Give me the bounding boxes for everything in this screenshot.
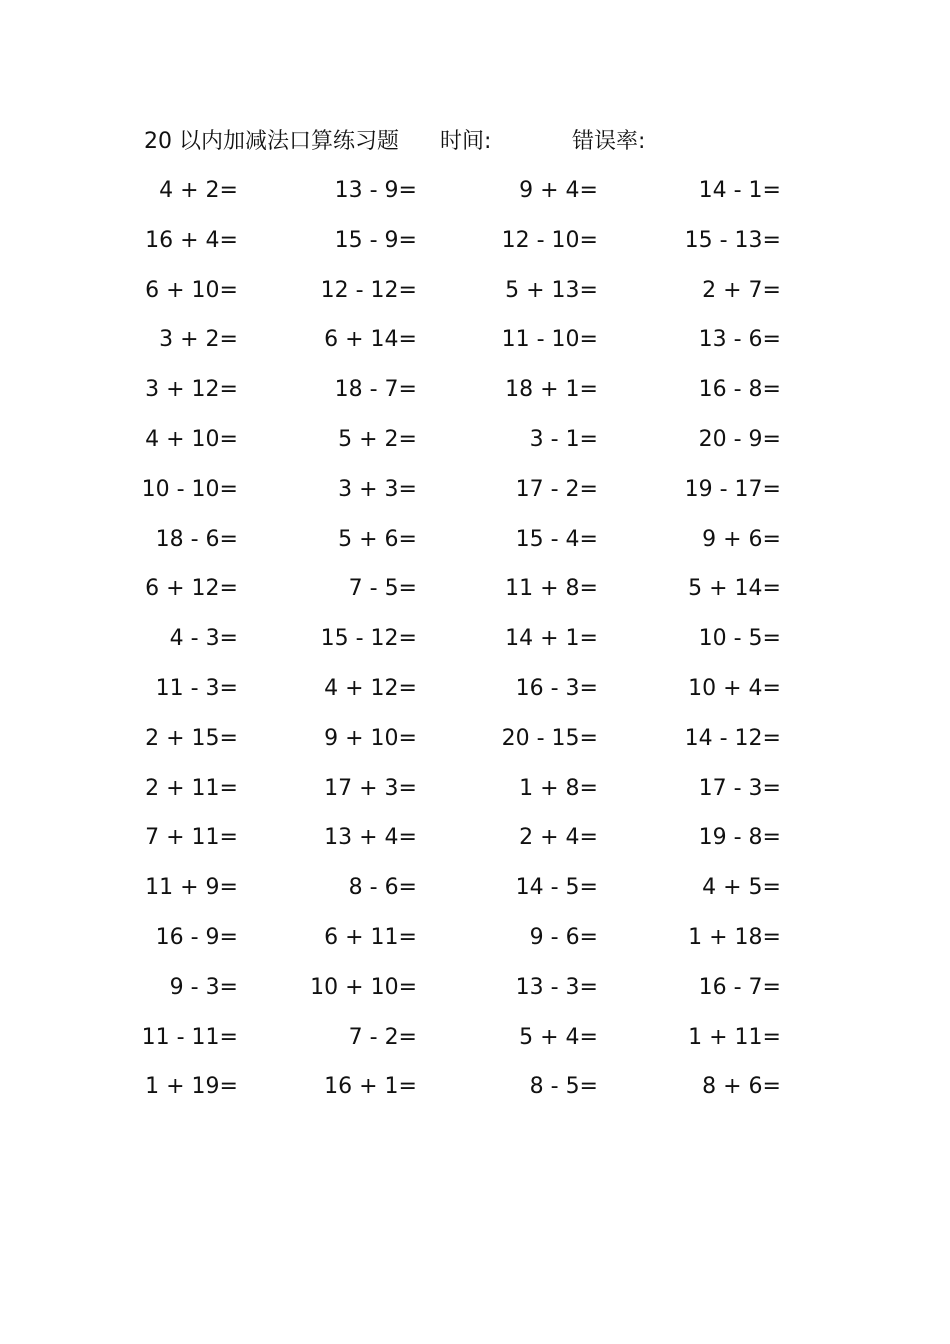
arithmetic-problem: 3 + 3= [338,476,417,502]
arithmetic-problem: 2 + 4= [519,825,598,851]
arithmetic-problem: 5 + 13= [505,277,598,303]
arithmetic-problem: 16 - 8= [698,377,781,403]
arithmetic-problem: 15 - 13= [684,227,781,253]
worksheet-title: 20 以内加减法口算练习题 [144,129,399,154]
arithmetic-problem: 20 - 15= [501,725,598,751]
worksheet-header [144,124,704,160]
arithmetic-problem: 5 + 4= [519,1024,598,1050]
arithmetic-problem: 17 - 2= [515,476,598,502]
problem-row [0,465,950,515]
problem-row [0,714,950,764]
arithmetic-problem: 13 - 6= [698,327,781,353]
arithmetic-problem: 14 - 5= [515,875,598,901]
arithmetic-problem: 20 - 9= [698,426,781,452]
problem-row [0,415,950,465]
arithmetic-problem: 10 - 5= [698,626,781,652]
arithmetic-problem: 7 + 11= [145,825,238,851]
arithmetic-problem: 18 - 6= [155,526,238,552]
problem-row [0,913,950,963]
problem-row [0,266,950,316]
arithmetic-problem: 5 + 2= [338,426,417,452]
arithmetic-problem: 16 + 1= [324,1074,417,1100]
arithmetic-problem: 14 - 12= [684,725,781,751]
arithmetic-problem: 8 - 6= [348,875,417,901]
arithmetic-problem: 3 - 1= [529,426,598,452]
problem-row [0,315,950,365]
arithmetic-problem: 11 - 3= [155,675,238,701]
arithmetic-problem: 5 + 6= [338,526,417,552]
arithmetic-problem: 13 - 9= [334,178,417,203]
problem-row [0,813,950,863]
arithmetic-problem: 17 + 3= [324,775,417,801]
arithmetic-problem: 9 - 6= [529,924,598,950]
arithmetic-problem: 19 - 8= [698,825,781,851]
arithmetic-problem: 11 + 8= [505,576,598,602]
arithmetic-problem: 7 - 2= [348,1024,417,1050]
arithmetic-problem: 9 - 3= [169,974,238,1000]
arithmetic-problem: 15 - 12= [320,626,417,652]
arithmetic-problem: 1 + 11= [688,1024,781,1050]
arithmetic-problem: 10 + 4= [688,675,781,701]
arithmetic-problem: 15 - 9= [334,227,417,253]
arithmetic-problem: 16 + 4= [145,227,238,253]
arithmetic-problem: 15 - 4= [515,526,598,552]
arithmetic-problem: 1 + 18= [688,924,781,950]
arithmetic-problem: 19 - 17= [684,476,781,502]
arithmetic-problem: 4 + 10= [145,426,238,452]
arithmetic-problem: 9 + 6= [702,526,781,552]
arithmetic-problem: 10 + 10= [310,974,417,1000]
arithmetic-problem: 3 + 2= [159,327,238,353]
arithmetic-problem: 2 + 7= [702,277,781,303]
arithmetic-problem: 4 + 12= [324,675,417,701]
arithmetic-problem: 9 + 4= [519,178,598,203]
arithmetic-problem: 4 + 5= [702,875,781,901]
arithmetic-problem: 12 - 10= [501,227,598,253]
arithmetic-problem: 8 - 5= [529,1074,598,1100]
arithmetic-problem: 4 + 2= [159,178,238,203]
arithmetic-problem: 6 + 12= [145,576,238,602]
problem-row [0,664,950,714]
arithmetic-problem: 4 - 3= [169,626,238,652]
arithmetic-problem: 7 - 5= [348,576,417,602]
problem-row [0,614,950,664]
arithmetic-problem: 6 + 14= [324,327,417,353]
arithmetic-problem: 13 + 4= [324,825,417,851]
arithmetic-problem: 10 - 10= [141,476,238,502]
problem-row [0,515,950,565]
problem-row [0,1062,950,1112]
problem-row [0,166,950,216]
arithmetic-problem: 16 - 3= [515,675,598,701]
arithmetic-problem: 14 + 1= [505,626,598,652]
arithmetic-problem: 11 - 11= [141,1024,238,1050]
problem-row [0,863,950,913]
arithmetic-problem: 1 + 19= [145,1074,238,1100]
arithmetic-problem: 11 - 10= [501,327,598,353]
problem-row [0,216,950,266]
arithmetic-problem: 6 + 11= [324,924,417,950]
arithmetic-problem: 13 - 3= [515,974,598,1000]
arithmetic-problem: 3 + 12= [145,377,238,403]
arithmetic-problem: 17 - 3= [698,775,781,801]
arithmetic-problem: 18 + 1= [505,377,598,403]
time-label: 时间: [440,129,492,154]
error-rate-label: 错误率: [572,129,646,154]
arithmetic-problem: 11 + 9= [145,875,238,901]
arithmetic-problem: 12 - 12= [320,277,417,303]
arithmetic-problem: 6 + 10= [145,277,238,303]
problem-row [0,564,950,614]
problem-row [0,365,950,415]
arithmetic-problem: 16 - 9= [155,924,238,950]
arithmetic-problem: 16 - 7= [698,974,781,1000]
arithmetic-problem: 8 + 6= [702,1074,781,1100]
arithmetic-problem: 2 + 11= [145,775,238,801]
problem-row [0,1013,950,1063]
arithmetic-problem: 9 + 10= [324,725,417,751]
arithmetic-problem: 5 + 14= [688,576,781,602]
arithmetic-problem: 2 + 15= [145,725,238,751]
problem-grid [0,166,950,1112]
problem-row [0,764,950,814]
arithmetic-problem: 1 + 8= [519,775,598,801]
problem-row [0,963,950,1013]
arithmetic-problem: 18 - 7= [334,377,417,403]
arithmetic-problem: 14 - 1= [698,178,781,203]
